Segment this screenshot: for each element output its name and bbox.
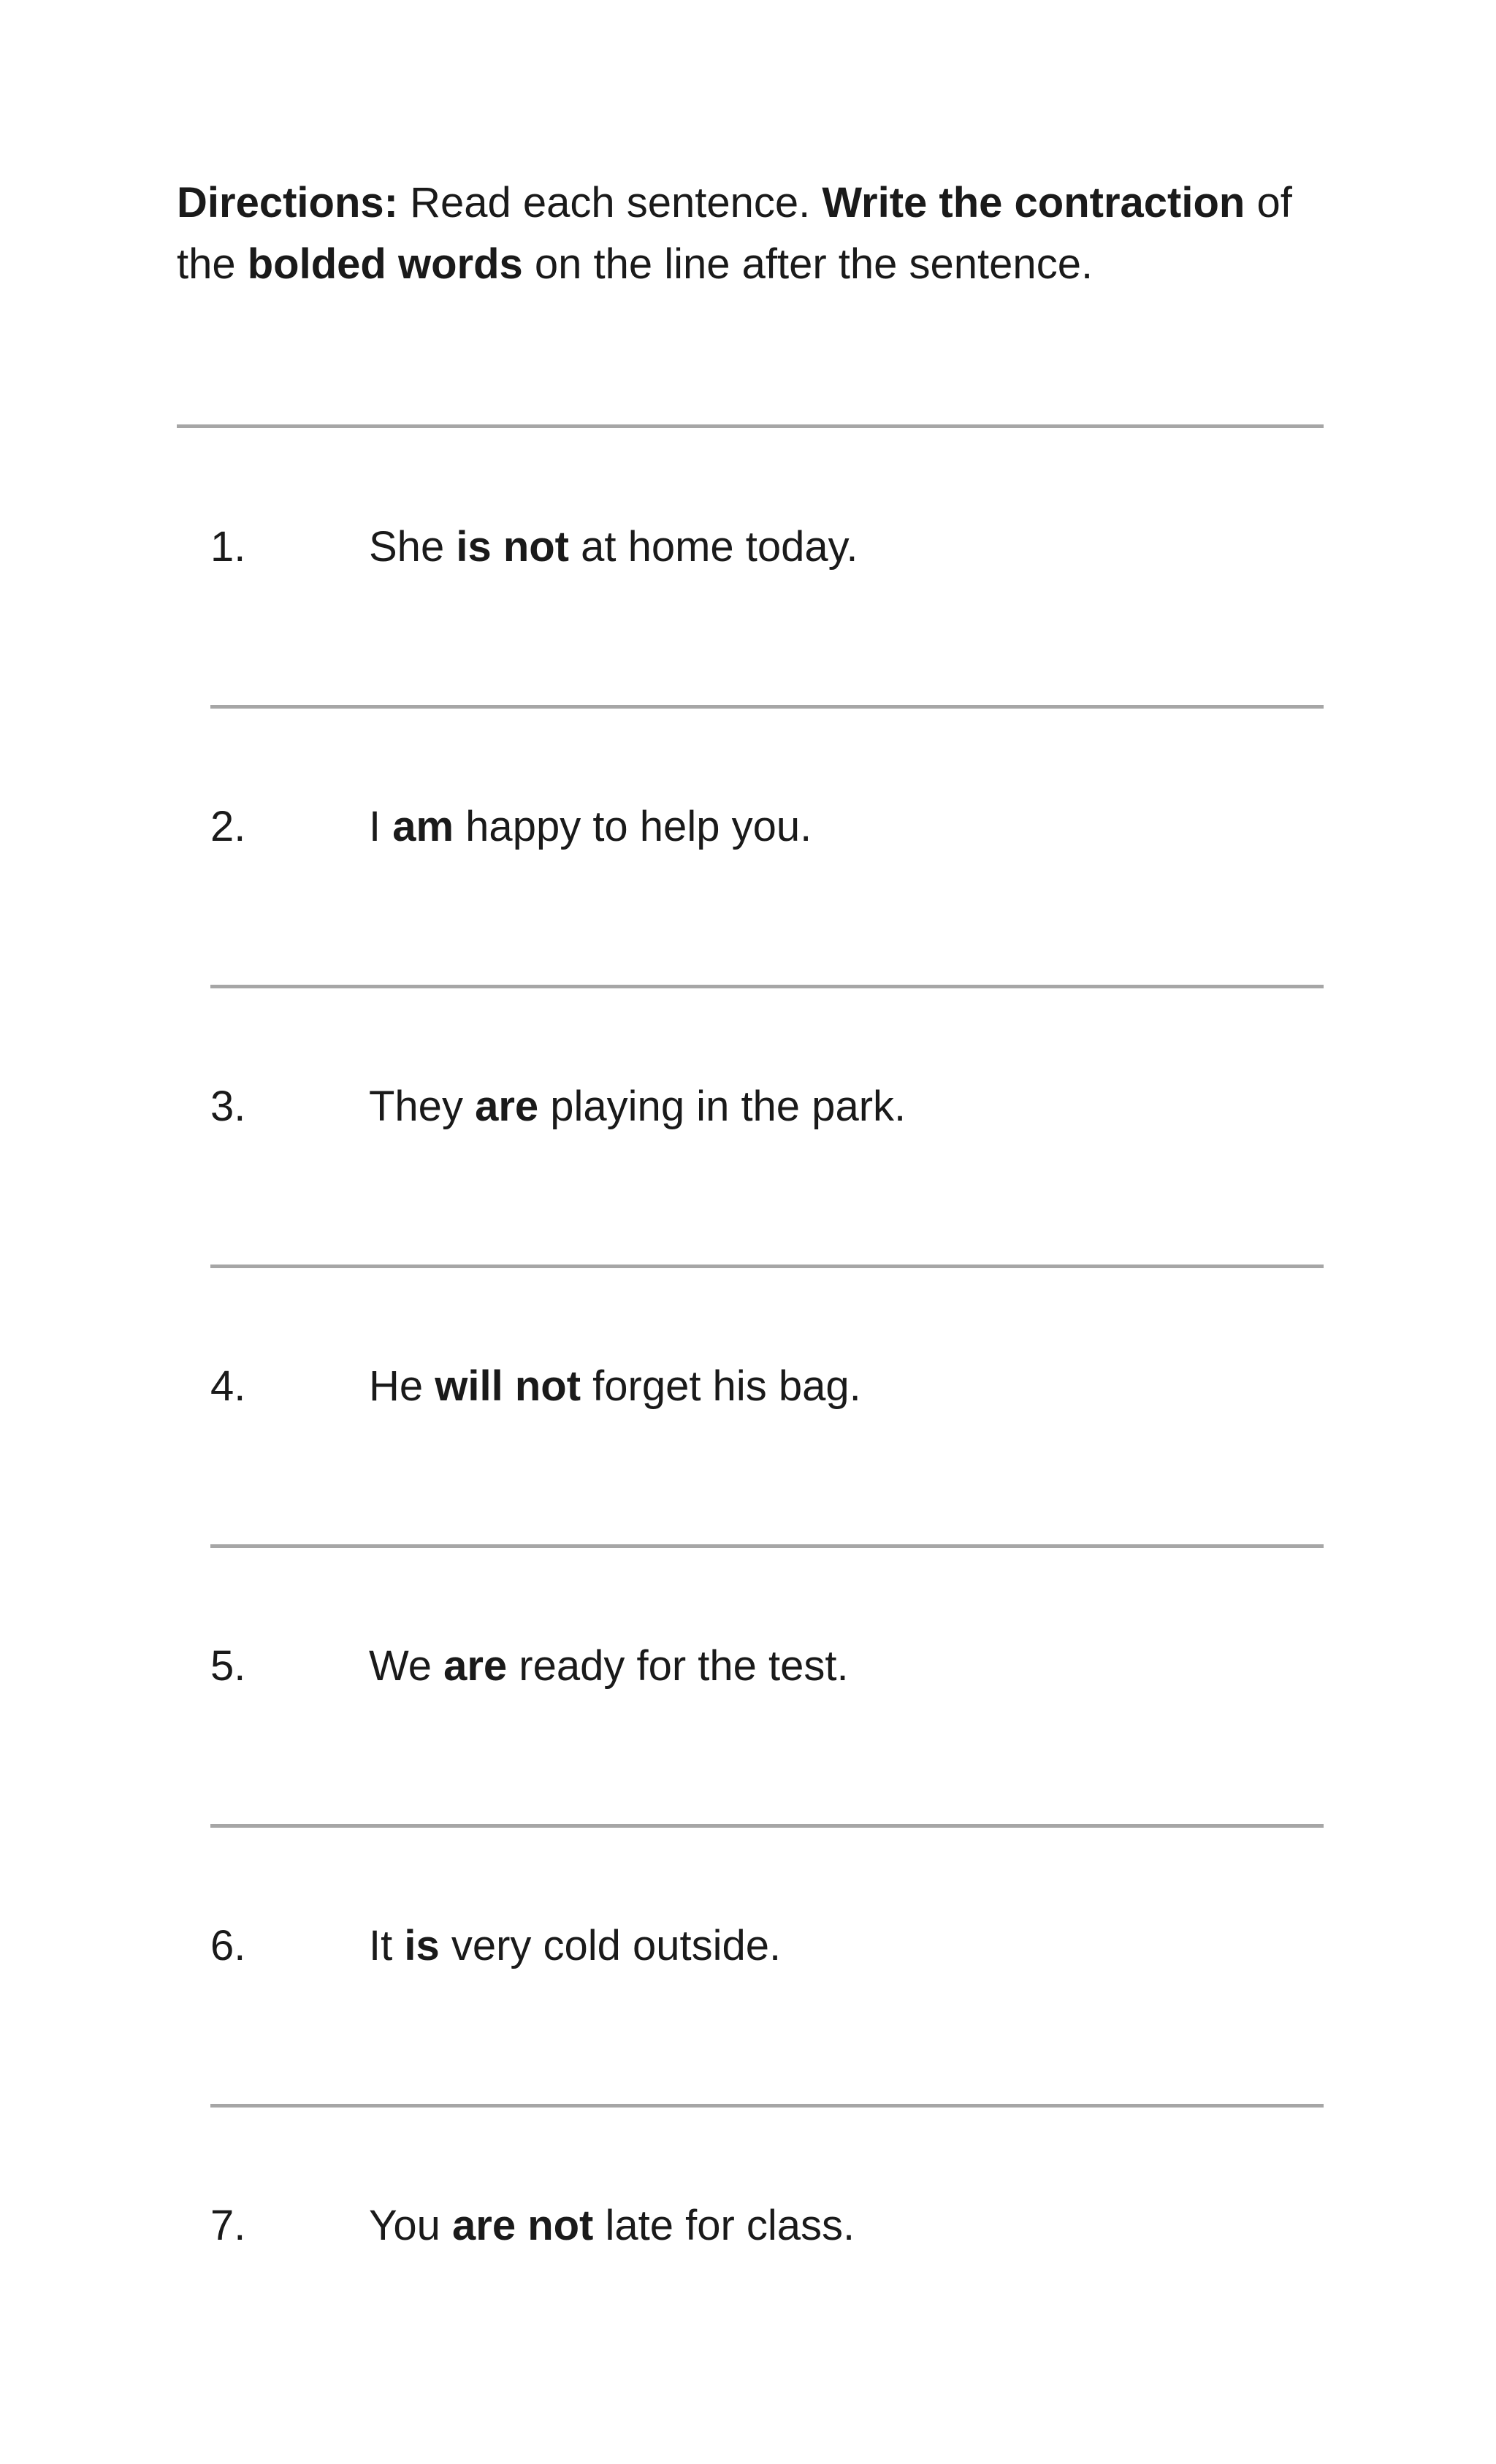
item-number: 4.: [210, 1362, 246, 1410]
sentence-post: very cold outside.: [439, 1922, 782, 1969]
directions-label: Directions:: [177, 179, 398, 226]
item-sentence: [369, 522, 858, 573]
item-number: 2.: [210, 803, 246, 850]
directions-bold-1: Write the contraction: [822, 179, 1245, 226]
item-sentence: [369, 1081, 906, 1132]
sentence-post: at home today.: [569, 523, 858, 571]
sentence-bold: are: [475, 1083, 539, 1130]
sentence-pre: She: [369, 523, 457, 571]
answer-line[interactable]: [210, 1544, 1324, 1548]
sentence-pre: He: [369, 1362, 435, 1410]
sentence-pre: You: [369, 2202, 452, 2249]
answer-line[interactable]: [210, 2104, 1324, 2108]
directions-text-1: Read each sentence.: [397, 179, 823, 226]
sentence-bold: is: [404, 1922, 440, 1969]
answer-line[interactable]: [210, 985, 1324, 988]
item-number: 1.: [210, 523, 246, 571]
item-number: 6.: [210, 1922, 246, 1969]
item-number: 3.: [210, 1083, 246, 1130]
item-sentence: [369, 1641, 849, 1692]
sentence-bold: are not: [452, 2202, 594, 2249]
directions-text-3: on the line after the sentence.: [522, 240, 1094, 288]
answer-line[interactable]: [210, 705, 1324, 709]
item-sentence: [369, 1921, 781, 1972]
sentence-bold: are: [443, 1642, 508, 1690]
answer-line[interactable]: [210, 1824, 1324, 1828]
item-sentence: [369, 801, 812, 853]
item-number: 5.: [210, 1642, 246, 1690]
sentence-post: playing in the park.: [538, 1083, 907, 1130]
directions-text-2: of the: [177, 179, 1292, 288]
sentence-pre: I: [369, 803, 393, 850]
top-divider: [177, 424, 1324, 428]
directions-bold-2: bolded words: [247, 240, 523, 288]
sentence-bold: will not: [435, 1362, 581, 1410]
sentence-bold: am: [392, 803, 454, 850]
sentence-pre: It: [369, 1922, 405, 1969]
sentence-post: ready for the test.: [507, 1642, 849, 1690]
sentence-post: happy to help you.: [454, 803, 812, 850]
answer-line[interactable]: [210, 1265, 1324, 1268]
sentence-post: forget his bag.: [581, 1362, 861, 1410]
item-sentence: [369, 1361, 861, 1412]
sentence-pre: We: [369, 1642, 444, 1690]
sentence-post: late for class.: [593, 2202, 855, 2249]
sentence-bold: is not: [456, 523, 569, 571]
item-number: 7.: [210, 2202, 246, 2249]
sentence-pre: They: [369, 1083, 476, 1130]
item-sentence: [369, 2200, 855, 2251]
directions-text: [177, 172, 1346, 295]
